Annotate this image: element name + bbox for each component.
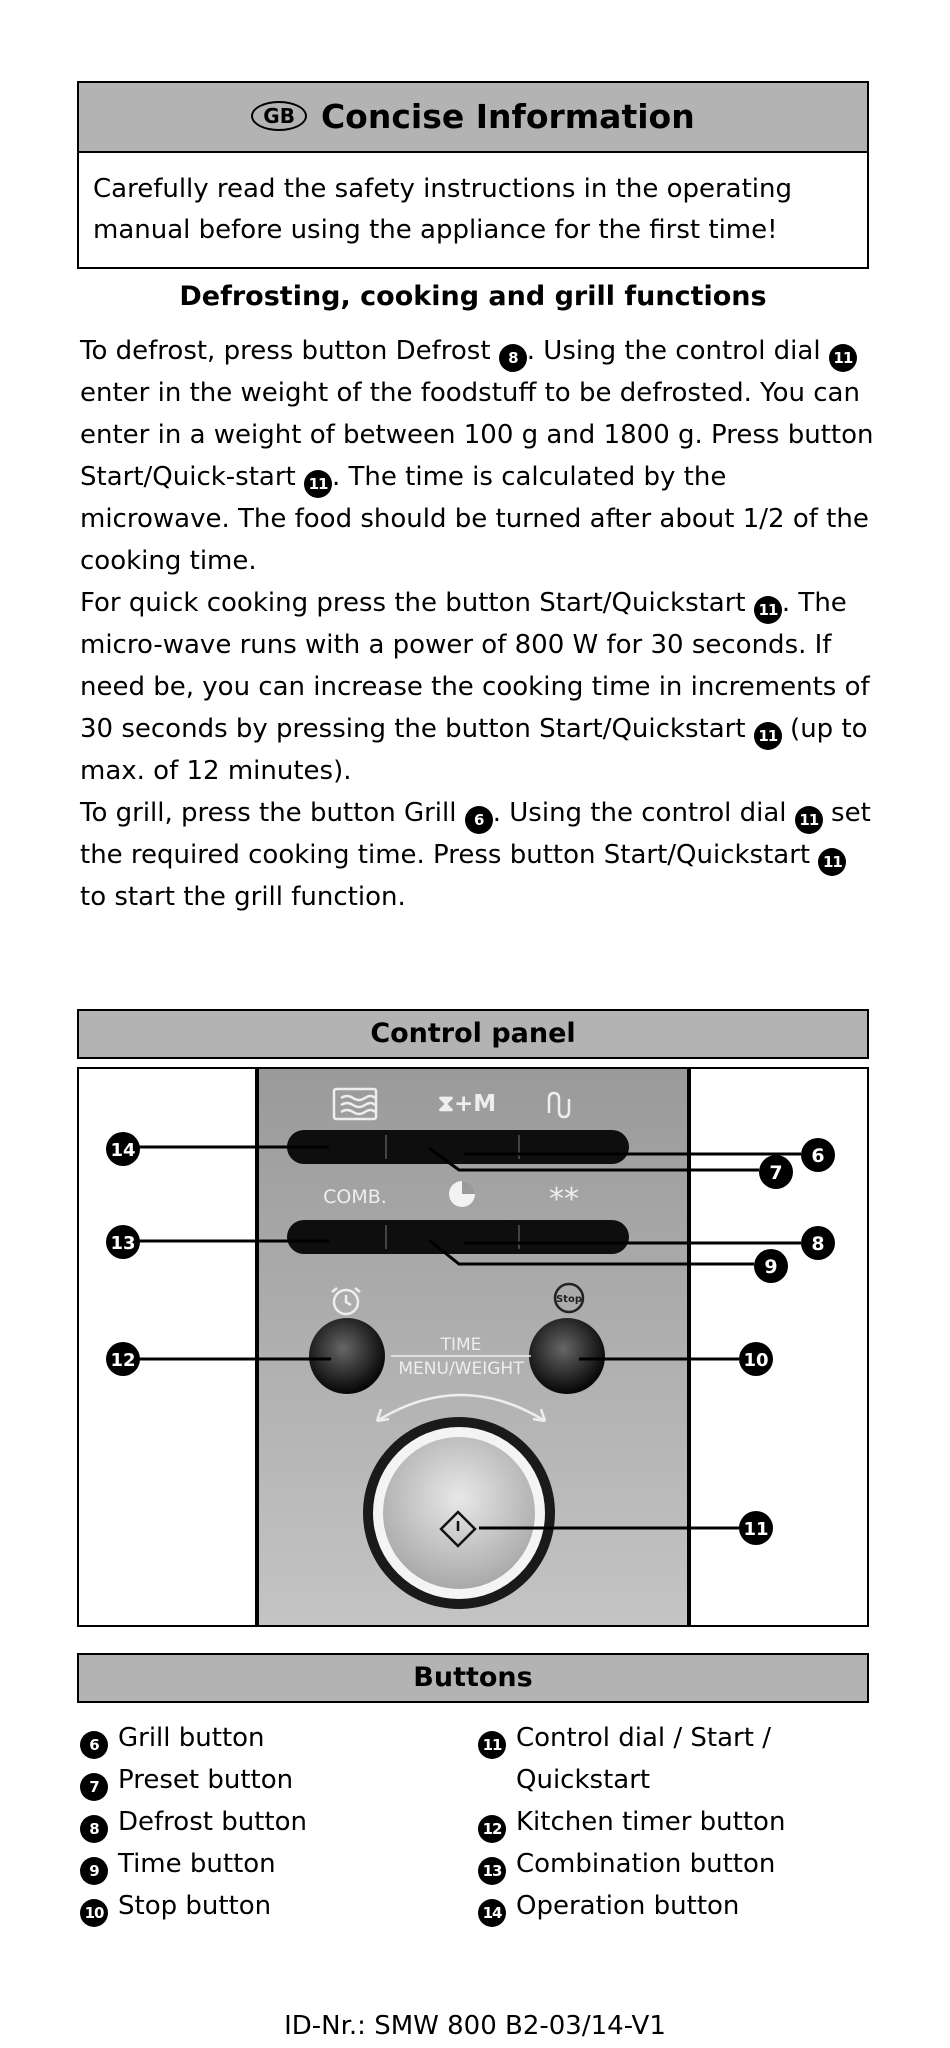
callout-14-label: 14 [110, 1140, 136, 1161]
list-item [80, 1759, 460, 1801]
concise-header [77, 81, 869, 153]
callout-9 [754, 1249, 788, 1283]
concise-title: Concise Information [320, 97, 695, 136]
callout-11 [739, 1511, 773, 1545]
callout-6-label: 6 [811, 1145, 825, 1167]
text-run: To grill, press the button Grill [80, 798, 465, 828]
list-item [478, 1801, 868, 1843]
ref-number: 11 [478, 1731, 506, 1759]
ref-number: 11 [795, 806, 823, 834]
list-item-label: Combination button [516, 1849, 776, 1879]
text-run: to start the grill function. [80, 882, 406, 912]
text-run: . Using the control dial [526, 336, 829, 366]
list-item [80, 1885, 460, 1927]
ref-number: 11 [754, 722, 782, 750]
list-item-label: Control dial / Start / [516, 1723, 771, 1753]
ref-number: 8 [499, 344, 527, 372]
document-id: ID-Nr.: SMW 800 B2-03/14-V1 [284, 2011, 666, 2041]
list-item [80, 1843, 460, 1885]
ref-number: 11 [829, 344, 857, 372]
menu-weight-label: MENU/WEIGHT [398, 1359, 524, 1379]
list-item [478, 1717, 868, 1759]
ref-number: 6 [465, 806, 493, 834]
grill-paragraph [80, 792, 880, 918]
list-item-label: Stop button [118, 1891, 272, 1921]
stop-button[interactable] [529, 1318, 605, 1394]
callout-10 [739, 1342, 773, 1376]
defrost-icon: ** [549, 1182, 579, 1217]
callout-7 [759, 1155, 793, 1189]
ref-number: 11 [754, 596, 782, 624]
time-label: TIME [440, 1335, 482, 1355]
control-panel-header: Control panel [77, 1009, 869, 1059]
text-run: To defrost, press button Defrost [80, 336, 499, 366]
callout-12-label: 12 [110, 1350, 136, 1371]
button-row-1[interactable] [287, 1130, 629, 1164]
callout-8 [801, 1226, 835, 1260]
callout-8-label: 8 [811, 1233, 825, 1255]
control-panel-figure [77, 1067, 869, 1627]
kitchen-timer-button[interactable] [309, 1318, 385, 1394]
ref-number: 7 [80, 1773, 108, 1801]
callout-13 [106, 1225, 140, 1259]
callout-7-label: 7 [769, 1162, 783, 1184]
text-run: . The micro-wave runs with a power of 800 W for 30 seconds. If need be, you can increase the cooking time in increments of 30 seconds by pressing the button Start/Quickstart [80, 588, 870, 744]
list-item-label: Operation button [516, 1891, 740, 1921]
preset-icon-label: ⧗+M [437, 1091, 497, 1117]
callout-12 [106, 1342, 140, 1376]
list-item-label: Kitchen timer button [516, 1807, 786, 1837]
list-item [478, 1885, 868, 1927]
functions-heading: Defrosting, cooking and grill functions [179, 281, 767, 312]
text-run: set the required cooking time. Press button Start/Quickstart [80, 798, 871, 870]
ref-number: 10 [80, 1899, 108, 1927]
callout-13-label: 13 [110, 1233, 136, 1254]
ref-number: 11 [818, 848, 846, 876]
buttons-header: Buttons [77, 1653, 869, 1703]
concise-intro-box [77, 151, 869, 269]
ref-number: 9 [80, 1857, 108, 1885]
text-run: For quick cooking press the button Start/Quickstart [80, 588, 754, 618]
time-pie-icon [449, 1181, 475, 1207]
callout-6 [801, 1138, 835, 1172]
concise-intro: Carefully read the safety instructions in the operating manual before using the appliance for the first time! [93, 174, 793, 245]
list-item-label: Time button [118, 1849, 276, 1879]
callout-11-label: 11 [743, 1519, 769, 1540]
defrost-paragraph [80, 330, 880, 582]
callout-14 [106, 1132, 140, 1166]
ref-number: 13 [478, 1857, 506, 1885]
list-item-label: Defrost button [118, 1807, 307, 1837]
buttons-list-left [80, 1717, 460, 1927]
quick-cooking-paragraph [80, 582, 880, 792]
list-item [478, 1843, 868, 1885]
ref-number: 12 [478, 1815, 506, 1843]
stop-icon-label: Stop [555, 1294, 583, 1305]
text-run: . The time is calculated by the microwave. The food should be turned after about 1/2 of the cooking time. [80, 462, 869, 576]
ref-number: 11 [304, 470, 332, 498]
callout-9-label: 9 [764, 1256, 778, 1278]
list-item-label: Preset button [118, 1765, 294, 1795]
buttons-list-right [478, 1717, 868, 1927]
list-item [80, 1801, 460, 1843]
list-item [80, 1717, 460, 1759]
ref-number: 6 [80, 1731, 108, 1759]
gb-badge: GB [251, 101, 307, 131]
button-row-2[interactable] [287, 1220, 629, 1254]
comb-label: COMB. [323, 1186, 387, 1208]
list-item-continuation: Quickstart [516, 1765, 651, 1795]
ref-number: 8 [80, 1815, 108, 1843]
text-run: (up to max. of 12 minutes). [80, 714, 868, 786]
ref-number: 14 [478, 1899, 506, 1927]
text-run: . Using the control dial [492, 798, 795, 828]
callout-10-label: 10 [743, 1350, 769, 1371]
list-item-label: Grill button [118, 1723, 265, 1753]
text-run: enter in the weight of the foodstuff to be defrosted. You can enter in a weight of between 100 g and 1800 g. Press button Start/Quick-start [80, 378, 874, 492]
